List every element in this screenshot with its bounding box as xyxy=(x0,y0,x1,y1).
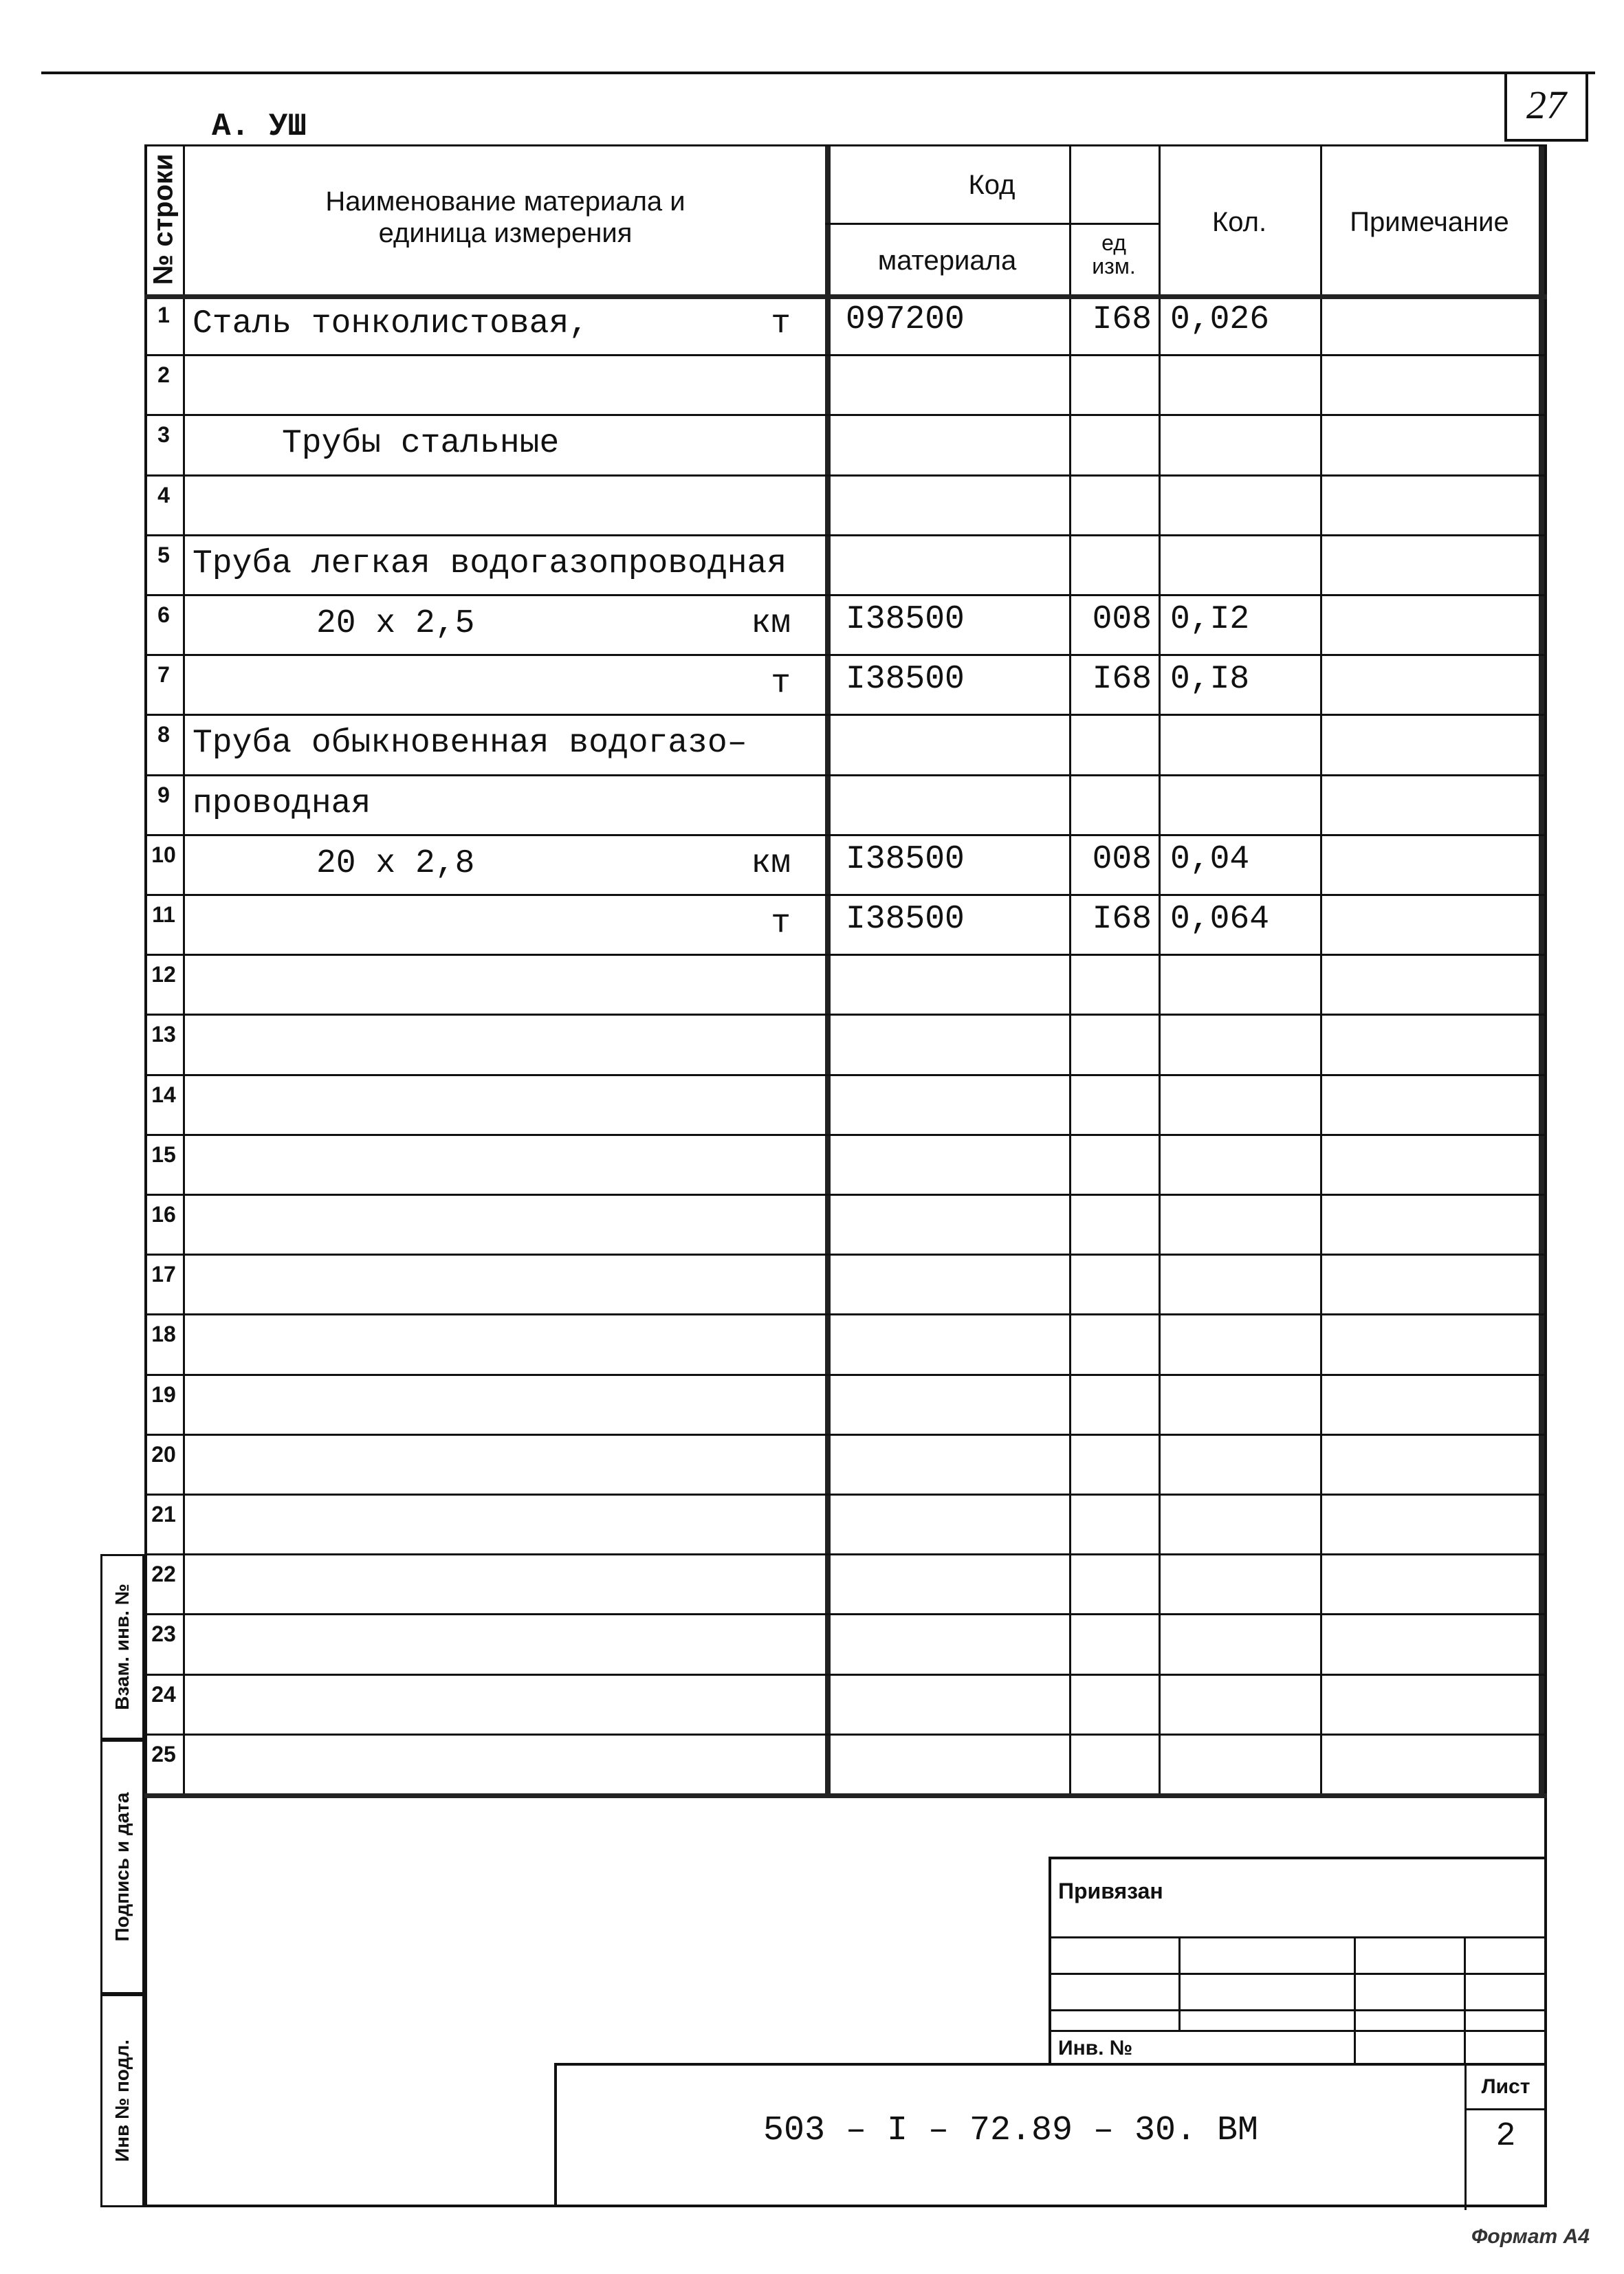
table-row xyxy=(144,714,1547,774)
table-row xyxy=(144,594,1547,654)
row-divider xyxy=(1051,1936,1547,1938)
table-row xyxy=(144,1494,1547,1553)
cell-unit: т xyxy=(771,905,791,942)
cell-n: 3 xyxy=(157,422,170,448)
table-row xyxy=(144,1674,1547,1734)
table-row xyxy=(144,1313,1547,1373)
cell-n: 2 xyxy=(157,362,170,388)
cell-n: 25 xyxy=(151,1741,176,1767)
cell-n: 20 xyxy=(151,1441,176,1467)
header-code-material: материала xyxy=(877,245,1017,276)
privyazan-block xyxy=(1049,1857,1547,2063)
cell-n: 6 xyxy=(157,602,170,627)
cell-name: Сталь тонколистовая, xyxy=(193,305,589,342)
cell-name: Труба легкая водогазопроводная xyxy=(193,545,787,582)
cell-qty: 0,04 xyxy=(1170,840,1250,878)
cell-n: 24 xyxy=(151,1681,176,1707)
header-name: Наименование материала и единица измерения xyxy=(325,186,685,248)
cell-qty: 0,I8 xyxy=(1170,661,1250,699)
header-code-unit: ед изм. xyxy=(1092,230,1136,278)
col-divider xyxy=(1354,1936,1356,2066)
side-stamp xyxy=(100,1554,144,2207)
table-row xyxy=(144,1074,1547,1134)
cell-n: 17 xyxy=(151,1262,176,1287)
stamp-podpis-data: Подпись и дата xyxy=(100,1740,144,1994)
cell-n: 21 xyxy=(151,1502,176,1527)
cell-n: 5 xyxy=(157,542,170,567)
table-row xyxy=(144,1254,1547,1313)
table-row xyxy=(144,1134,1547,1194)
cell-name: Трубы стальные xyxy=(282,425,560,463)
cell-n: 4 xyxy=(157,482,170,507)
cell-unit-code: 008 xyxy=(1092,840,1152,878)
page-number: 27 xyxy=(1504,72,1588,142)
table-row xyxy=(144,1434,1547,1494)
sheet-code: А. УШ xyxy=(212,109,307,144)
cell-qty: 0,026 xyxy=(1170,301,1270,338)
cell-n: 1 xyxy=(157,303,170,327)
cell-unit-code: I68 xyxy=(1092,661,1152,699)
cell-n: 10 xyxy=(151,842,176,867)
row-divider xyxy=(1051,1973,1547,1975)
table-row xyxy=(144,1734,1547,1793)
cell-name: 20 х 2,8 xyxy=(316,844,475,882)
table-row xyxy=(144,654,1547,714)
cell-unit: км xyxy=(751,844,791,882)
table-row xyxy=(144,474,1547,534)
header-row-number: № строки xyxy=(148,153,179,285)
table-row xyxy=(144,534,1547,594)
sheet-label: Лист xyxy=(1481,2075,1530,2098)
cell-name: Труба обыкновенная водогазо– xyxy=(193,725,747,763)
cell-name: 20 х 2,5 xyxy=(316,605,475,642)
header-quantity: Кол. xyxy=(1211,207,1267,237)
cell-n: 12 xyxy=(151,962,176,987)
cell-n: 22 xyxy=(151,1562,176,1587)
cell-n: 8 xyxy=(157,722,170,747)
header-note: Примечание xyxy=(1350,207,1509,237)
cell-code: 097200 xyxy=(846,301,965,338)
privyazan-label: Привязан xyxy=(1058,1879,1163,1903)
table-row xyxy=(144,894,1547,954)
cell-code: I38500 xyxy=(846,901,965,938)
col-divider xyxy=(1178,1936,1181,2030)
cell-n: 16 xyxy=(151,1202,176,1227)
row-divider xyxy=(144,144,1547,146)
col-divider xyxy=(1464,1936,1466,2066)
table-row xyxy=(144,294,1547,354)
cell-qty: 0,I2 xyxy=(1170,601,1250,638)
table-row xyxy=(144,954,1547,1014)
cell-n: 19 xyxy=(151,1381,176,1407)
document-number: 503 – I – 72.89 – 30. ВМ xyxy=(762,2111,1259,2150)
document-block xyxy=(554,2063,1547,2207)
stamp-vzam-inv: Взам. инв. № xyxy=(100,1554,144,1740)
table-row xyxy=(144,774,1547,834)
cell-n: 11 xyxy=(152,902,175,927)
cell-n: 9 xyxy=(157,782,170,807)
cell-unit-code: I68 xyxy=(1092,301,1152,338)
sheet-number: 2 xyxy=(1495,2118,1516,2155)
format-mark: Формат А4 xyxy=(1471,2225,1590,2248)
cell-name: проводная xyxy=(193,785,371,822)
cell-n: 14 xyxy=(151,1082,176,1107)
cell-n: 18 xyxy=(151,1322,176,1347)
row-divider xyxy=(1051,2009,1547,2011)
cell-code: I38500 xyxy=(846,661,965,699)
header-code: Код xyxy=(968,170,1016,200)
cell-code: I38500 xyxy=(846,601,965,638)
table-row xyxy=(144,1374,1547,1434)
inv-no-label: Инв. № xyxy=(1058,2037,1133,2059)
cell-n: 7 xyxy=(157,662,170,688)
cell-unit-code: 008 xyxy=(1092,601,1152,638)
cell-qty: 0,064 xyxy=(1170,901,1270,938)
cell-unit: км xyxy=(751,605,791,642)
cell-unit-code: I68 xyxy=(1092,901,1152,938)
row-divider xyxy=(825,223,1159,225)
table-row xyxy=(144,1014,1547,1073)
row-divider xyxy=(144,1793,1547,1798)
table-row xyxy=(144,1194,1547,1254)
table-row xyxy=(144,834,1547,894)
top-rule xyxy=(41,72,1595,74)
table-row xyxy=(144,1553,1547,1613)
materials-table xyxy=(144,144,1547,1795)
row-divider xyxy=(1464,2108,1547,2110)
table-row xyxy=(144,414,1547,474)
stamp-inv-podl: Инв № подл. xyxy=(100,1994,144,2207)
cell-unit: т xyxy=(771,665,791,703)
cell-n: 23 xyxy=(151,1621,176,1647)
cell-code: I38500 xyxy=(846,840,965,878)
table-row xyxy=(144,354,1547,414)
table-row xyxy=(144,1613,1547,1673)
row-divider xyxy=(1051,2030,1547,2032)
cell-n: 15 xyxy=(151,1141,176,1167)
cell-unit: т xyxy=(771,305,791,342)
cell-n: 13 xyxy=(151,1022,176,1047)
